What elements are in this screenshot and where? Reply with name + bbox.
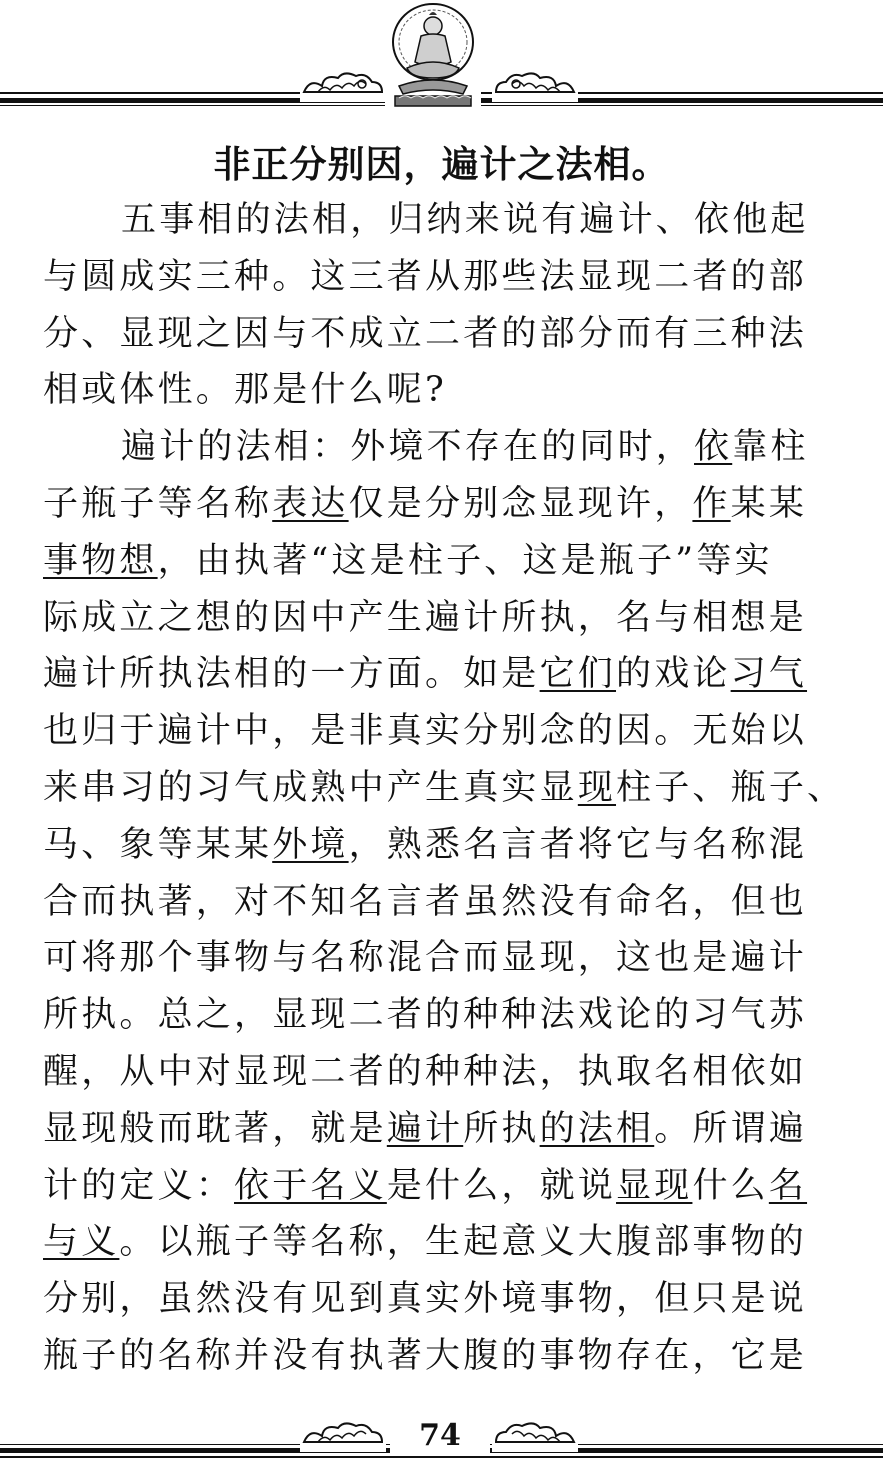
text-segment: 分、显现之因与不成立二者的部分而有三种法 xyxy=(43,313,808,354)
text-segment: 仅是分别念显现许， xyxy=(348,483,693,524)
text-segment: 。所谓遍 xyxy=(654,1108,808,1149)
text-line xyxy=(43,987,823,1044)
text-line xyxy=(43,419,823,476)
text-segment: 遍计所执法相的一方面。如是 xyxy=(43,654,540,695)
underlined-text: 依于名义 xyxy=(234,1165,387,1206)
text-segment: 计的定义： xyxy=(43,1165,235,1206)
text-segment: 什么 xyxy=(692,1165,769,1206)
auspicious-cloud-icon xyxy=(300,68,386,102)
underlined-text: 作 xyxy=(692,483,731,524)
text-segment: 来串习的习气成熟中产生真实显 xyxy=(43,767,578,808)
underlined-text: 与义 xyxy=(43,1222,120,1263)
text-segment: 合而执著，对不知名言者虽然没有命名，但也 xyxy=(43,881,808,922)
text-segment: 分别，虽然没有见到真实外境事物，但只是说 xyxy=(43,1279,808,1320)
text-line xyxy=(43,874,823,931)
text-line xyxy=(43,930,823,987)
text-segment: 的戏论 xyxy=(616,654,731,695)
text-line xyxy=(43,306,823,363)
text-segment: ，由执著“这是柱子、这是瓶子”等实 xyxy=(157,540,773,581)
text-segment: 是什么，就说 xyxy=(386,1165,617,1206)
text-line xyxy=(43,646,823,703)
text-line xyxy=(43,192,823,249)
text-segment: 可将那个事物与名称混合而显现，这也是遍计 xyxy=(43,938,808,979)
text-line xyxy=(43,1271,823,1328)
text-line xyxy=(43,1328,823,1385)
text-segment: 相或体性。那是什么呢? xyxy=(43,370,447,411)
text-segment: 醒，从中对显现二者的种种法，执取名相依如 xyxy=(43,1051,808,1092)
page-number: 74 xyxy=(390,1416,490,1456)
text-line xyxy=(43,1214,823,1271)
auspicious-cloud-icon xyxy=(492,68,578,102)
text-segment: 子瓶子等名称 xyxy=(43,483,273,524)
text-line xyxy=(43,476,823,533)
underlined-text: 习气 xyxy=(730,654,808,695)
underlined-text: 外境 xyxy=(272,824,349,865)
text-segment: 遍计的法相：外境不存在的同时， xyxy=(121,427,695,468)
text-line xyxy=(43,817,823,874)
underlined-text: 现 xyxy=(577,767,617,808)
underlined-text: 依 xyxy=(694,427,733,468)
text-segment: 所执 xyxy=(463,1108,540,1149)
text-line xyxy=(43,1158,823,1215)
text-line xyxy=(43,703,823,760)
text-line xyxy=(43,249,823,306)
text-segment: 际成立之想的因中产生遍计所执，名与相想是 xyxy=(43,597,808,638)
underlined-text: 遍计 xyxy=(386,1108,464,1149)
text-segment: 瓶子的名称并没有执著大腹的事物存在，它是 xyxy=(43,1335,808,1376)
text-segment: 与圆成实三种。这三者从那些法显现二者的部 xyxy=(43,256,808,297)
underlined-text: 名 xyxy=(768,1165,808,1206)
text-line xyxy=(43,533,823,590)
text-line xyxy=(43,1044,823,1101)
text-segment: 。以瓶子等名称，生起意义大腹部事物的 xyxy=(119,1222,808,1263)
text-segment: 显现般而耽著，就是 xyxy=(43,1108,387,1149)
underlined-text: 事物想 xyxy=(43,540,158,581)
text-segment: 五事相的法相，归纳来说有遍计、依他起 xyxy=(121,200,809,240)
text-segment: 靠柱 xyxy=(732,427,809,468)
underlined-text: 显现 xyxy=(616,1165,693,1206)
text-segment: 也归于遍计中，是非真实分别念的因。无始以 xyxy=(43,711,808,752)
body-text xyxy=(43,192,846,1385)
text-segment: 柱子、瓶子、 xyxy=(616,767,846,808)
text-segment: 某某 xyxy=(730,483,808,524)
text-line xyxy=(43,362,823,419)
text-segment: 马、象等某某 xyxy=(43,824,273,865)
text-line xyxy=(43,590,823,647)
text-segment: ，熟悉名言者将它与名称混 xyxy=(348,824,808,865)
auspicious-cloud-icon xyxy=(492,1420,578,1452)
text-line xyxy=(43,1101,823,1158)
text-line xyxy=(43,760,846,817)
text-segment: 所执。总之，显现二者的种种法戏论的习气苏 xyxy=(43,995,808,1036)
page-title: 非正分别因，遍计之法相。 xyxy=(213,142,670,186)
underlined-text: 表达 xyxy=(272,483,349,524)
buddha-seated-icon xyxy=(385,2,481,110)
auspicious-cloud-icon xyxy=(300,1420,386,1452)
underlined-text: 的法相 xyxy=(539,1108,655,1149)
underlined-text: 它们 xyxy=(539,654,617,695)
